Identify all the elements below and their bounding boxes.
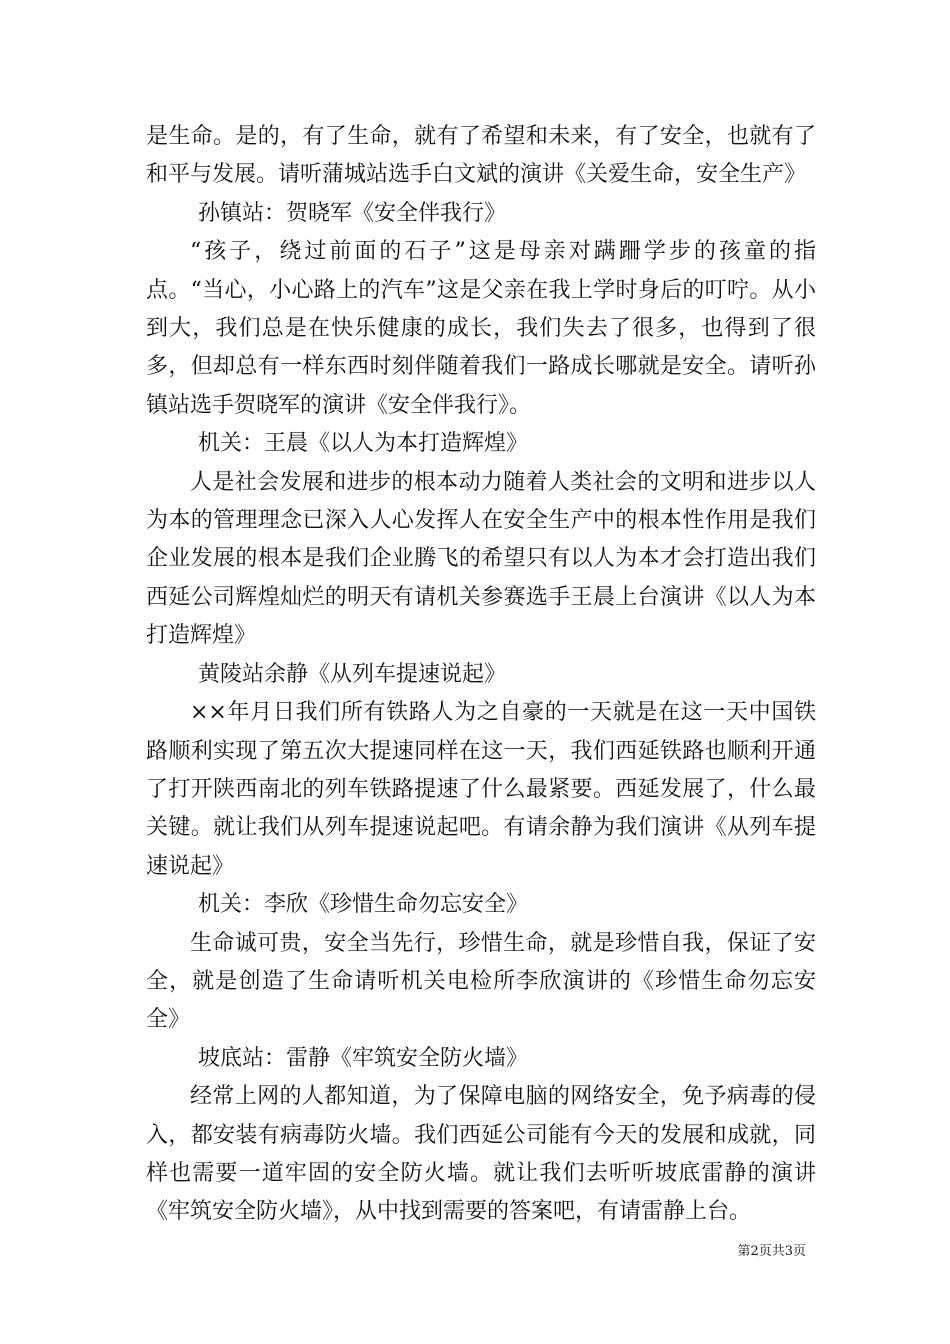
speech-heading-lixin: 机关：李欣《珍惜生命勿忘安全》	[198, 892, 529, 918]
paragraph-intro-wangchen: 人是社会发展和进步的根本动力随着人类社会的文明和进步以人为本的管理理念已深入人心发挥人在安全生产中的根本性作用是我们企业发展的根本是我们企业腾飞的希望只有以人为本才会打造出我们西延公司辉煌灿烂的明天有请机关参赛选手王晨上台演讲《以人为本打造辉煌》	[146, 469, 816, 649]
paragraph-intro-yujing: ××年月日我们所有铁路人为之自豪的一天就是在这一天中国铁路顺利实现了第五次大提速同样在这一天，我们西延铁路也顺利开通了打开陕西南北的列车铁路提速了什么最紧要。西延发展了，什么最关键。就让我们从列车提速说起吧。有请余静为我们演讲《从列车提速说起》	[146, 700, 816, 879]
paragraph-intro-leijing: 经常上网的人都知道，为了保障电脑的网络安全，免予病毒的侵入，都安装有病毒防火墙。我们西延公司能有今天的发展和成就，同样也需要一道牢固的安全防火墙。就让我们去听听坡底雷静的演讲《牢筑安全防火墙》，从中找到需要的答案吧，有请雷静上台。	[146, 1084, 816, 1225]
document-body	[146, 118, 816, 1232]
speech-heading-yujing: 黄陵站余静《从列车提速说起》	[198, 661, 507, 687]
paragraph-intro-sunzhen: “孩子，绕过前面的石子”这是母亲对蹒跚学步的孩童的指点。“当心，小心路上的汽车”这是父亲在我上学时身后的叮咛。从小到大，我们总是在快乐健康的成长，我们失去了很多，也得到了很多，但却总有一样东西时刻伴随着我们一路成长哪就是安全。请听孙镇站选手贺晓军的演讲《安全伴我行》。	[146, 239, 816, 418]
paragraph-intro-lixin: 生命诚可贵，安全当先行，珍惜生命，就是珍惜自我，保证了安全，就是创造了生命请听机关电检所李欣演讲的《珍惜生命勿忘安全》	[146, 930, 816, 1033]
paragraph-continuation: 是生命。是的，有了生命，就有了希望和未来，有了安全，也就有了和平与发展。请听蒲城站选手白文斌的演讲《关爱生命，安全生产》	[146, 124, 816, 188]
speech-heading-wangchen: 机关：王晨《以人为本打造辉煌》	[198, 431, 529, 457]
page-number-footer: 第2页共3页	[737, 1244, 806, 1259]
speech-heading-leijing: 坡底站：雷静《牢筑安全防火墙》	[198, 1045, 529, 1071]
speech-heading-sunzhen: 孙镇站：贺晓军《安全伴我行》	[198, 200, 507, 226]
